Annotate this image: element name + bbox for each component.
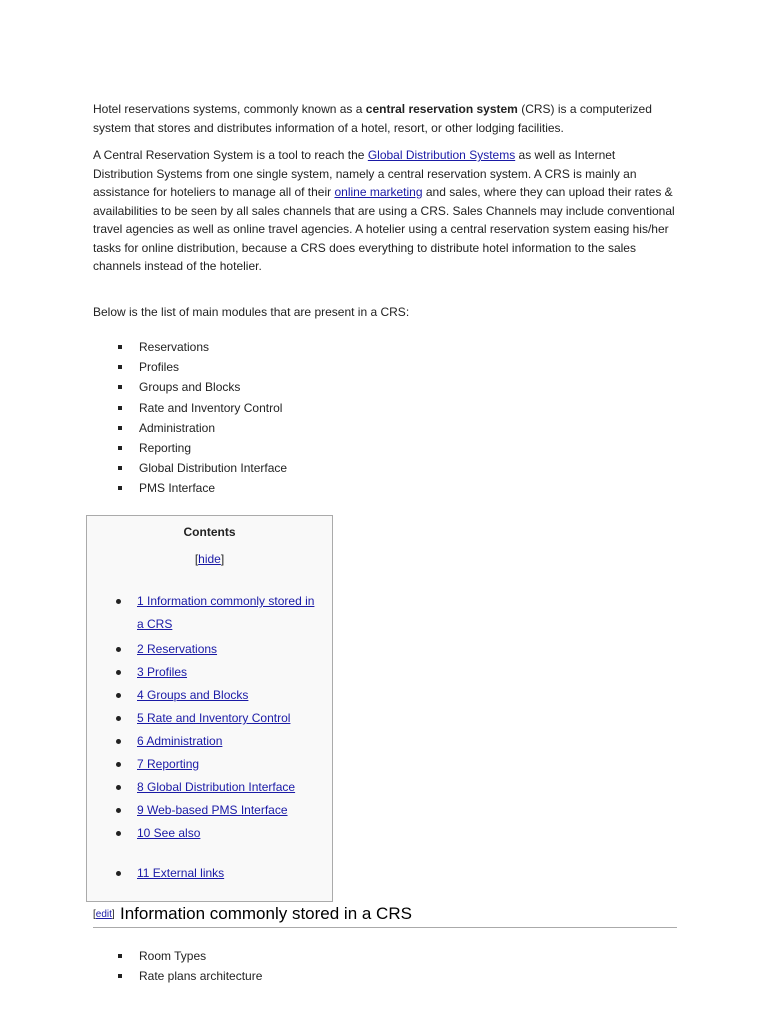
gds-link[interactable]: Global Distribution Systems	[367, 148, 516, 162]
bracket: ]	[220, 552, 225, 566]
toc-item	[87, 730, 332, 753]
toc-link-pms[interactable]: 9 Web-based PMS Interface	[137, 803, 288, 817]
list-item: Profiles	[93, 357, 287, 377]
toc-item	[87, 799, 332, 822]
online-marketing-link[interactable]: online marketing	[334, 185, 423, 199]
toc-title: Contents	[183, 525, 236, 539]
table-of-contents	[86, 515, 333, 902]
modules-intro: Below is the list of main modules that are present in a CRS:	[93, 305, 410, 319]
toc-link-gdi[interactable]: 8 Global Distribution Interface	[137, 780, 296, 794]
toc-item	[87, 684, 332, 707]
toc-link-see-also[interactable]: 10 See also	[137, 826, 201, 840]
intro-text: Hotel reservations systems, commonly known as a	[93, 102, 366, 116]
toc-item	[87, 661, 332, 684]
bracket: [	[194, 552, 199, 566]
toc-link-reservations[interactable]: 2 Reservations	[137, 642, 218, 656]
toc-hide-link[interactable]: hide	[198, 552, 221, 566]
toc-list	[87, 590, 332, 885]
description-paragraph	[93, 146, 677, 276]
toc-link-profiles[interactable]: 3 Profiles	[137, 665, 188, 679]
toc-link-administration[interactable]: 6 Administration	[137, 734, 223, 748]
toc-link-external-links[interactable]: 11 External links	[137, 866, 225, 880]
toc-link-information[interactable]: 1 Information commonly stored in a CRS	[137, 594, 315, 631]
description-text-cont: as well as Internet Distribution Systems from one single system, namely a central reservation system. A CRS is mainly an assistance for hoteliers to manage all of their	[93, 148, 637, 199]
description-text-end: and sales, where they can upload their rates & availabilities to be seen by all sales channels that are using a CRS. Sales Channels may include conventional travel agencies as well as online travel agencies. A hotelier using a central reservation system easing his/her tasks for online distribution, because a CRS does everything to distribute hotel information to the sales channels instead of the hotelier.	[93, 185, 675, 273]
toc-link-rate-inventory[interactable]: 5 Rate and Inventory Control	[137, 711, 291, 725]
list-item: Global Distribution Interface	[93, 458, 287, 478]
modules-list	[93, 337, 287, 499]
crs-bold-term: central reservation system	[365, 102, 518, 116]
toc-item	[87, 862, 332, 885]
list-item: Room Types	[93, 946, 262, 966]
bracket: ]	[111, 909, 115, 920]
list-item: PMS Interface	[93, 478, 287, 498]
edit-link[interactable]: edit	[95, 909, 112, 920]
stored-info-list	[93, 946, 262, 986]
intro-text-cont: (CRS) is a computerized system that stores and distributes information of a hotel, resort, or other lodging facilities.	[93, 102, 652, 135]
toc-hide-toggle	[87, 552, 332, 566]
intro-paragraph	[93, 100, 677, 137]
section-title: Information commonly stored in a CRS	[120, 904, 412, 923]
list-item: Groups and Blocks	[93, 377, 287, 397]
toc-item	[87, 638, 332, 661]
toc-item	[87, 753, 332, 776]
list-item: Rate and Inventory Control	[93, 398, 287, 418]
toc-item	[87, 822, 332, 845]
description-text: A Central Reservation System is a tool to reach the	[93, 148, 368, 162]
list-item: Rate plans architecture	[93, 966, 262, 986]
section-edit	[93, 909, 115, 920]
toc-item	[87, 590, 332, 636]
toc-item	[87, 707, 332, 730]
toc-link-reporting[interactable]: 7 Reporting	[137, 757, 200, 771]
toc-item	[87, 776, 332, 799]
list-item: Reservations	[93, 337, 287, 357]
bracket: [	[93, 909, 96, 920]
list-item: Reporting	[93, 438, 287, 458]
section-heading	[93, 902, 677, 928]
list-item: Administration	[93, 418, 287, 438]
toc-link-groups-blocks[interactable]: 4 Groups and Blocks	[137, 688, 249, 702]
